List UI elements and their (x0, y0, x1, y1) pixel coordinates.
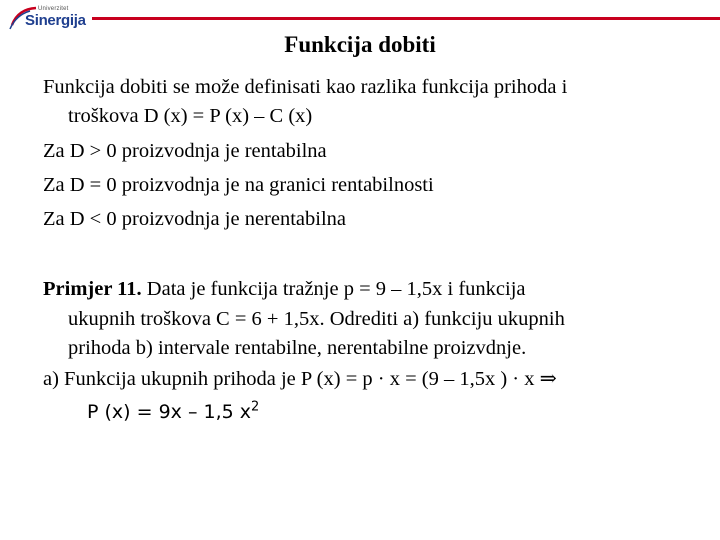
definition-line-1: Funkcija dobiti se može definisati kao razlika funkcija prihoda i (43, 76, 568, 98)
example-line-3: prihoda b) intervale rentabilne, nerentabilne proizvdnje. (68, 337, 527, 359)
example-label: Primjer 11. (43, 278, 142, 300)
condition-zero: Za D = 0 proizvodnja je na granici rentabilnosti (43, 174, 434, 196)
example-line-2: ukupnih troškova C = 6 + 1,5x. Odrediti a) funkciju ukupnih (68, 308, 565, 330)
page-title: Funkcija dobiti (284, 32, 436, 57)
condition-negative: Za D < 0 proizvodnja je nerentabilna (43, 208, 347, 230)
condition-positive: Za D > 0 proizvodnja je rentabilna (43, 140, 327, 162)
example-part-a: a) Funkcija ukupnih prihoda je P (x) = p · x = (9 – 1,5x ) · x ⇒ (43, 368, 557, 390)
header-divider (92, 17, 720, 20)
result-formula (87, 401, 259, 423)
university-logo (8, 5, 92, 31)
result-formula-main: P (x) = 9x – 1,5 x (87, 401, 251, 423)
definition-line-2: troškova D (x) = P (x) – C (x) (68, 105, 313, 127)
example-line-1 (43, 277, 526, 301)
logo-name-text: Sinergija (25, 12, 86, 29)
result-formula-exponent: 2 (250, 399, 260, 415)
logo-university-text: Univerzitet (38, 6, 69, 12)
example-text-1: Data je funkcija tražnje p = 9 – 1,5x i funkcija (141, 278, 526, 300)
